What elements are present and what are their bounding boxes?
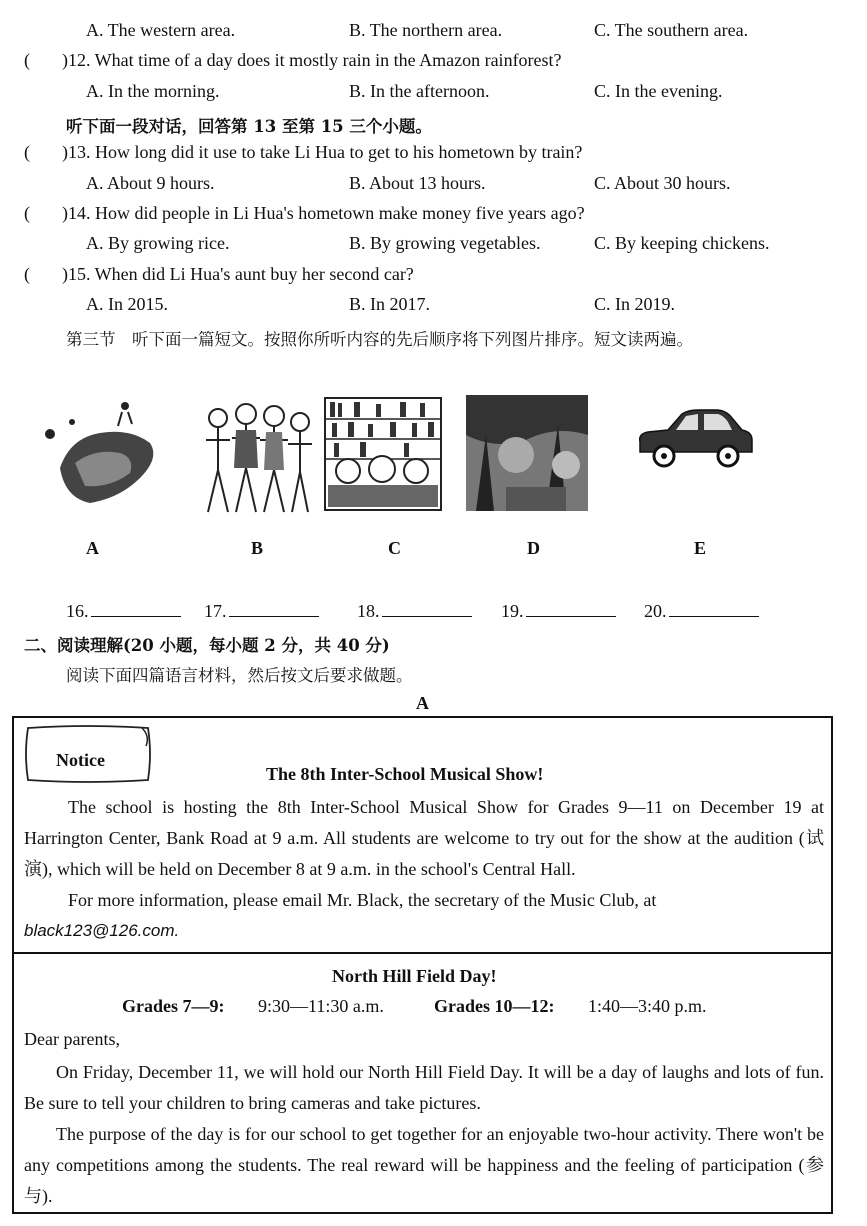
q13-option-c: C. About 30 hours.: [594, 173, 731, 193]
fieldday-paragraph-1: On Friday, December 11, we will hold our North Hill Field Day. It will be a day of laughs and lots of fun. Be sure to tell your children to bring cameras and take pictures.: [24, 1062, 824, 1113]
picture-label-c: C: [388, 538, 401, 558]
answer-blank-20[interactable]: [644, 601, 759, 622]
answer-line-16: [91, 615, 181, 617]
answer-blank-19[interactable]: [501, 601, 616, 622]
q14-option-c: C. By keeping chickens.: [594, 233, 770, 253]
q14-option-b: B. By growing vegetables.: [349, 233, 541, 253]
q13-answer-paren[interactable]: (: [24, 142, 30, 162]
notice-box: [12, 716, 833, 954]
notice-paragraph-2: For more information, please email Mr. Black, the secretary of the Music Club, at: [68, 890, 657, 910]
q14-option-a: A. By growing rice.: [86, 233, 230, 253]
q15-answer-paren[interactable]: (: [24, 264, 30, 284]
children-in-library-picture: [324, 397, 442, 511]
q15-option-a: A. In 2015.: [86, 294, 168, 314]
notice-email[interactable]: black123@126.com.: [24, 921, 180, 940]
q13-option-a: A. About 9 hours.: [86, 173, 215, 193]
fieldday-grades-a: Grades 7—9:: [122, 996, 225, 1016]
q13-option-b: B. About 13 hours.: [349, 173, 486, 193]
answer-number-16: 16.: [66, 601, 89, 621]
notice-tag: Notice: [56, 750, 105, 770]
picture-label-e: E: [694, 538, 707, 558]
fieldday-title: North Hill Field Day!: [332, 966, 497, 986]
answer-blank-17[interactable]: [204, 601, 319, 622]
reading-heading: 二、阅读理解(20 小题，每小题 2 分，共 40 分): [24, 636, 390, 655]
q11-option-b: B. The northern area.: [349, 20, 503, 40]
section3-instruction: 第三节 听下面一篇短文。按照你所听内容的先后顺序将下列图片排序。短文读两遍。: [66, 330, 693, 349]
q14-answer-paren[interactable]: (: [24, 203, 30, 223]
answer-line-20: [669, 615, 759, 617]
q12-option-b: B. In the afternoon.: [349, 81, 490, 101]
group-of-people-picture: [196, 400, 316, 518]
q12-stem: )12. What time of a day does it mostly rain in the Amazon rainforest?: [62, 50, 562, 70]
notice-title: The 8th Inter-School Musical Show!: [266, 764, 544, 784]
answer-line-17: [229, 615, 319, 617]
q12-answer-paren[interactable]: (: [24, 50, 30, 70]
forest-scene-picture: [466, 395, 588, 511]
car-picture: [634, 408, 756, 470]
answer-number-18: 18.: [357, 601, 380, 621]
reading-instruction: 阅读下面四篇语言材料，然后按文后要求做题。: [66, 666, 413, 685]
q12-option-a: A. In the morning.: [86, 81, 220, 101]
dog-chasing-picture: [40, 398, 170, 513]
picture-label-d: D: [527, 538, 540, 558]
answer-line-19: [526, 615, 616, 617]
picture-label-a: A: [86, 538, 99, 558]
q15-option-b: B. In 2017.: [349, 294, 430, 314]
answer-blank-18[interactable]: [357, 601, 472, 622]
answer-number-19: 19.: [501, 601, 524, 621]
answer-number-20: 20.: [644, 601, 667, 621]
q14-stem: )14. How did people in Li Hua's hometown make money five years ago?: [62, 203, 585, 223]
q13-stem: )13. How long did it use to take Li Hua to get to his hometown by train?: [62, 142, 583, 162]
fieldday-paragraph-2: The purpose of the day is for our school to get together for an enjoyable two-hour activity. There won't be any competitions among the students. The real reward will be happiness and the feeling of participation (参与).: [24, 1124, 824, 1206]
q15-stem: )15. When did Li Hua's aunt buy her second car?: [62, 264, 414, 284]
answer-number-17: 17.: [204, 601, 227, 621]
fieldday-grades-b: Grades 10—12:: [434, 996, 555, 1016]
answer-blank-16[interactable]: [66, 601, 181, 622]
fieldday-box: [12, 952, 833, 1214]
fieldday-time-b: 1:40—3:40 p.m.: [588, 996, 707, 1016]
q11-option-c: C. The southern area.: [594, 20, 749, 40]
q11-option-a: A. The western area.: [86, 20, 236, 40]
q15-option-c: C. In 2019.: [594, 294, 675, 314]
picture-label-b: B: [251, 538, 264, 558]
answer-line-18: [382, 615, 472, 617]
dialog-instruction: 听下面一段对话，回答第 13 至第 15 三个小题。: [66, 117, 432, 136]
notice-paragraph-1: The school is hosting the 8th Inter-School Musical Show for Grades 9—11 on December 19 at Harrington Center, Bank Road at 9 a.m. All students are welcome to try out for the show at the audition (试演), which will be held on December 8 at 9 a.m. in the school's Central Hall.: [24, 797, 824, 879]
fieldday-time-a: 9:30—11:30 a.m.: [258, 996, 384, 1016]
passage-label: A: [416, 693, 429, 713]
fieldday-greeting: Dear parents,: [24, 1029, 120, 1049]
q12-option-c: C. In the evening.: [594, 81, 723, 101]
